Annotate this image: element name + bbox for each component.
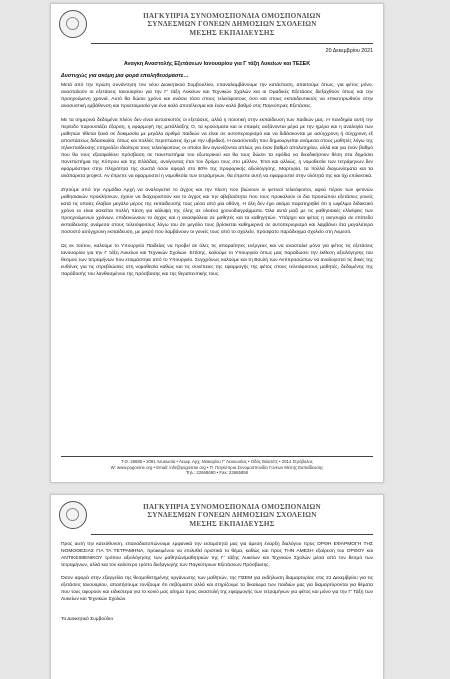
letterhead-page-2	[91, 497, 373, 535]
letterhead-line-3: ΜΕΣΗΣ ΕΚΠΑΙΔΕΥΣΗΣ	[189, 28, 275, 37]
letterhead-line-3: ΜΕΣΗΣ ΕΚΠΑΙΔΕΥΣΗΣ	[189, 519, 275, 528]
letterhead-text-page-2	[91, 503, 373, 529]
letterhead-text	[91, 12, 373, 38]
footer-line-1: Τ.Θ. 28685 • 2081 Λευκωσία • Λεωφ. Αρχ. Μακαρίου Γ' Λευκωσίας • Οδός Βιλατέτς • 2014 Στρόβολος	[121, 459, 313, 464]
paragraph-3: Ζητούμε από την Αρμόδια Αρχή να αναλογιστεί το άγχος και την πίεση που βιώνουν οι φετινοί τελειόφοιτοι, αφού πέραν των φετινών μαθησιακών προκλήσεων, έχουν να διαχειριστούν και το άγχος και την αβεβαιότητα που τους προκαλούν οι δια προσώπου εξετάσεις γονείς κατά τις οποίες έλαβαν μεγάλο μέρος της εκπαίδευσής τους μέσα από μία οθόνη. Η όλη δεν έχει ακόμα παρατηρηθεί ότι η ωφέλιμο διδακτικό χρόνο εν είναι ασκείται πολλή πίεση για κάλυψη της ύλης σε ολοένα χρονοδιαγράμματα. Όλα αυτά μαζί με τις μαθησιακές ελλείψεις των προηγούμενων χρόνων, επιδεινώνουν το άγχος και η ανασφάλεια σε μαθητές και τα καθηγητών. Υπάρχει και φέτος η ανησυχία σε επίπεδο εκπαίδευσης ανάμεσα στους τελειόφοιτους λόγω του ότι μεγάλο τους βρίσκεται καθημερινά σε αυτοπεριορισμό και λαμβάνει ότα μεγαλύτερα ποσοστό ασύγχρονη εκπαίδευση, με μικρό που λαμβάνουν οι γονείς τους από το σχολείο, πρόσφατο παράδειγμα σχολείο στη Λεμεσό.	[61, 188, 373, 235]
paragraph-4: Ως εκ τούτου, καλούμε το Υπουργείο Παιδείας να προβεί σε όλες τις απαραίτητες ενέργειες και να ανασταλεί μόνο για φέτος τις εξετάσεις Ιανουαρίου για την Γ τάξη Λυκείων και Τεχνικών Σχολών. Επίσης, καλούμε το Υπουργείο όπως μας παραδώσει την έκθεση αξιολόγησης του θεσμού των τετραμήνων που ετοιμάστηκε από το Υπουργείο. Συγχρόνως καλούμε και τη Βουλή των Αντιπροσώπων να αναλογιστεί τις δικές της ευθύνες για τις στρεβλώσεις στη νομοθεσία καθώς και τις συνέπειες της εφαρμογής της φέτος στους τελειόφοιτους μαθητές, δεδομένης της παράδοσής του λανθασμένου της πρόσβασης και της θεραπευτικής τους.	[61, 244, 373, 277]
footer-line-3: Τηλ.: 22668690 • Fax: 22665858	[185, 470, 249, 476]
organization-logo-icon	[59, 10, 87, 38]
letterhead-line-1: ΠΑΓΚΥΠΡΙΑ ΣΥΝΟΜΟΣΠΟΝΔΙΑ ΟΜΟΣΠΟΝΔΙΩΝ	[143, 11, 321, 20]
page-2-body	[51, 541, 383, 622]
page-2-paragraph-2: Όσον αφορά στην εξαγγελία της θεσμοθετημένης οργάνωσης των μαθητών, της ΠΣΕΜ για εκδήλωση διαμαρτυρίας στις 21 Δεκεμβρίου για τις εξετάσεις Ιανουαρίου, απαιτήσουμε τονίζουμε ότι σεβόμαστε αλλά και στηρίζουμε τα δικαίωμα των παιδιών μας για διαμαρτύρονται για θέματα που τους αφορούν και ειδικότερα για το κοινό μας αίτημα προς αναστολή της εφαρμογής των τετραμήνων για φέτος και μόνο για την Γ' Τάξη των Λυκείων και Τεχνικών Σχολών.	[61, 576, 373, 602]
document-title: Αναγκη Αναστολής Εξετάσεων Ιανουαρίου για Γ τάξη Λυκείων και ΤΕΣΕΚ	[123, 61, 311, 67]
signature: Το Διοικητικό Συμβούλιο	[61, 617, 114, 622]
page-2-paragraph-1: Προς αυτή την κατεύθυνση, επαναδιατυπώνουμε εμφανικά την εισαμότητά μας για άμεση έναρξη διαλόγου προς ΟΡΘΗ ΕΦΑΡΜΟΓΗ ΤΗΣ ΝΟΜΟΘΕΣΙΑΣ ΓΙΑ ΤΑ ΤΕΤΡΑΜΗΝΑ, προκειμένου να επιλυθεί οριστικά το θέμα, καθώς και προς ΤΗΝ ΑΜΕΣΗ εξαίρεση του ΟΡΘΟΥ και ΑΝΤΙΚΕΙΜΕΝΙΚΟΥ τρόπου αξιολόγησης των μαθητών/μαθητριών της Γ' τάξης Λυκείων και Τεχνικών Σχολών μέσα από τον θεσμό των τετραμήνων, αλλά και τον καλύτερο τρόπο διεξαγωγής των Παγκύπριων Εξετάσεων Πρόσβασης.	[61, 542, 373, 568]
page-1-body	[51, 48, 383, 278]
footer-line-2: W: www.pogosme.org • Email: info@pogosme.org • Π. Παγκύπρια Συνομοσπονδία Γονέων Μέσης Εκπαίδευσης	[110, 464, 324, 470]
paragraph-1: Μετά από την πρώτη συνάντηση του νέου Διοικητικού Συμβουλίου, επαναλαμβάνουμε την κατάσταση, απαιτούμε όπως, για φέτος μόνο, ανασταλούν οι εξετάσεις Ιανουαρίου για την Γ' τάξη Λυκείων και Τεχνικών Σχολών και οι Ομαδικές Εξετάσεις διεξαχθούν όπως και την προηγούμενη χρονιά. Αυτό θα δώσει χρόνο και ανάσα τόσο στους τελειόφοιτους όσο και στους εκπαιδευτικούς να επικεντρωθούν στην ανασυστική εμβάθυνση και προετοιμασία για ένα καλό αποτέλεσμα και έναν καλό βαθμό στις Παγκύπριες Εξετάσεις.	[61, 83, 373, 109]
document-date: 20 Δεκεμβρίου 2021	[325, 48, 373, 54]
letterhead-line-2: ΣΥΝΔΕΣΜΩΝ ΓΟΝΕΩΝ ΔΗΜΟΣΙΩΝ ΣΧΟΛΕΙΩΝ	[147, 20, 317, 29]
document-page-2	[50, 494, 384, 679]
organization-logo-icon	[59, 501, 87, 529]
page-footer	[61, 456, 373, 476]
document-page-1	[50, 3, 384, 483]
document-subtitle: Δυστυχώς για ακόμη μια φορά επαληθευόμαστε…	[61, 73, 189, 79]
letterhead-line-1: ΠΑΓΚΥΠΡΙΑ ΣΥΝΟΜΟΣΠΟΝΔΙΑ ΟΜΟΣΠΟΝΔΙΩΝ	[143, 502, 321, 511]
paragraph-2: Με τα σημερινά δεδομένα πλέον δεν είναι αυτοσκοπός οι εξετάσεις, αλλά η ποιοτική στην εκπαίδευση των παιδιών μας. Η πανδημία αυτή την περίοδο παρουσιάζει έξαρση, η εφαρμογή της μετάλλαξης Ο, τα κρούσματα και οι επαφές αυξάνονται μέρα με την ημέρα και η αναλογία των μαθητών τίθεται ξανά σε δοκιμασία με μεγάλο αριθμό παιδιών να είναι σε αυτοπεριορισμό και να διδάσκονται με ασύγχρονη ή σύγχρονη εξ αποστάσεως διδασκαλία, όπως και πολλές περιπτώσεις όχι με την υβριδική. Η ανασύνταξη που δημιουργείται ανάμεσα στους μαθητές λόγω της τηλεκπαίδευσης επηρεάζει ιδιαίτερα τους τελειόφοιτους οι οποίοι δεν αγωνίζονται απλώς για έναν βαθμό απολυτηρίου, αλλά και για έναν βαθμό που θα τους εξασφαλίσει πρόσβαση σε πανεπιστήμια του εξωτερικού και θα τους δώσει τα εφόδια να διεκδικήσουν θέση στα δημόσια πανεπιστήμια της Κύπρου και της Ελλάδας, ανοίγοντας έτσι τον δρόμο τους στο μέλλον. Έτσι και αλλιώς, η νομοθεσία των τετράμηνων δεν εφαρμόστηκε στην πληρότητα της σωστά όσον αφορά στο 60% της προφορικής αξιολόγησης. Μαρτυρία, τα πολλά διαγωνίσματα και τα ανάπαρκτα project. Αν έπρεπε να εφαρμοστεί η νομοθεσία των τετράμηνων, θα έπρεπε αυτή να εφαρμοστεί στην ολότητά της και όχι επιλεκτικά.	[61, 118, 373, 179]
letterhead-line-2: ΣΥΝΔΕΣΜΩΝ ΓΟΝΕΩΝ ΔΗΜΟΣΙΩΝ ΣΧΟΛΕΙΩΝ	[147, 511, 317, 520]
letterhead	[91, 6, 373, 44]
